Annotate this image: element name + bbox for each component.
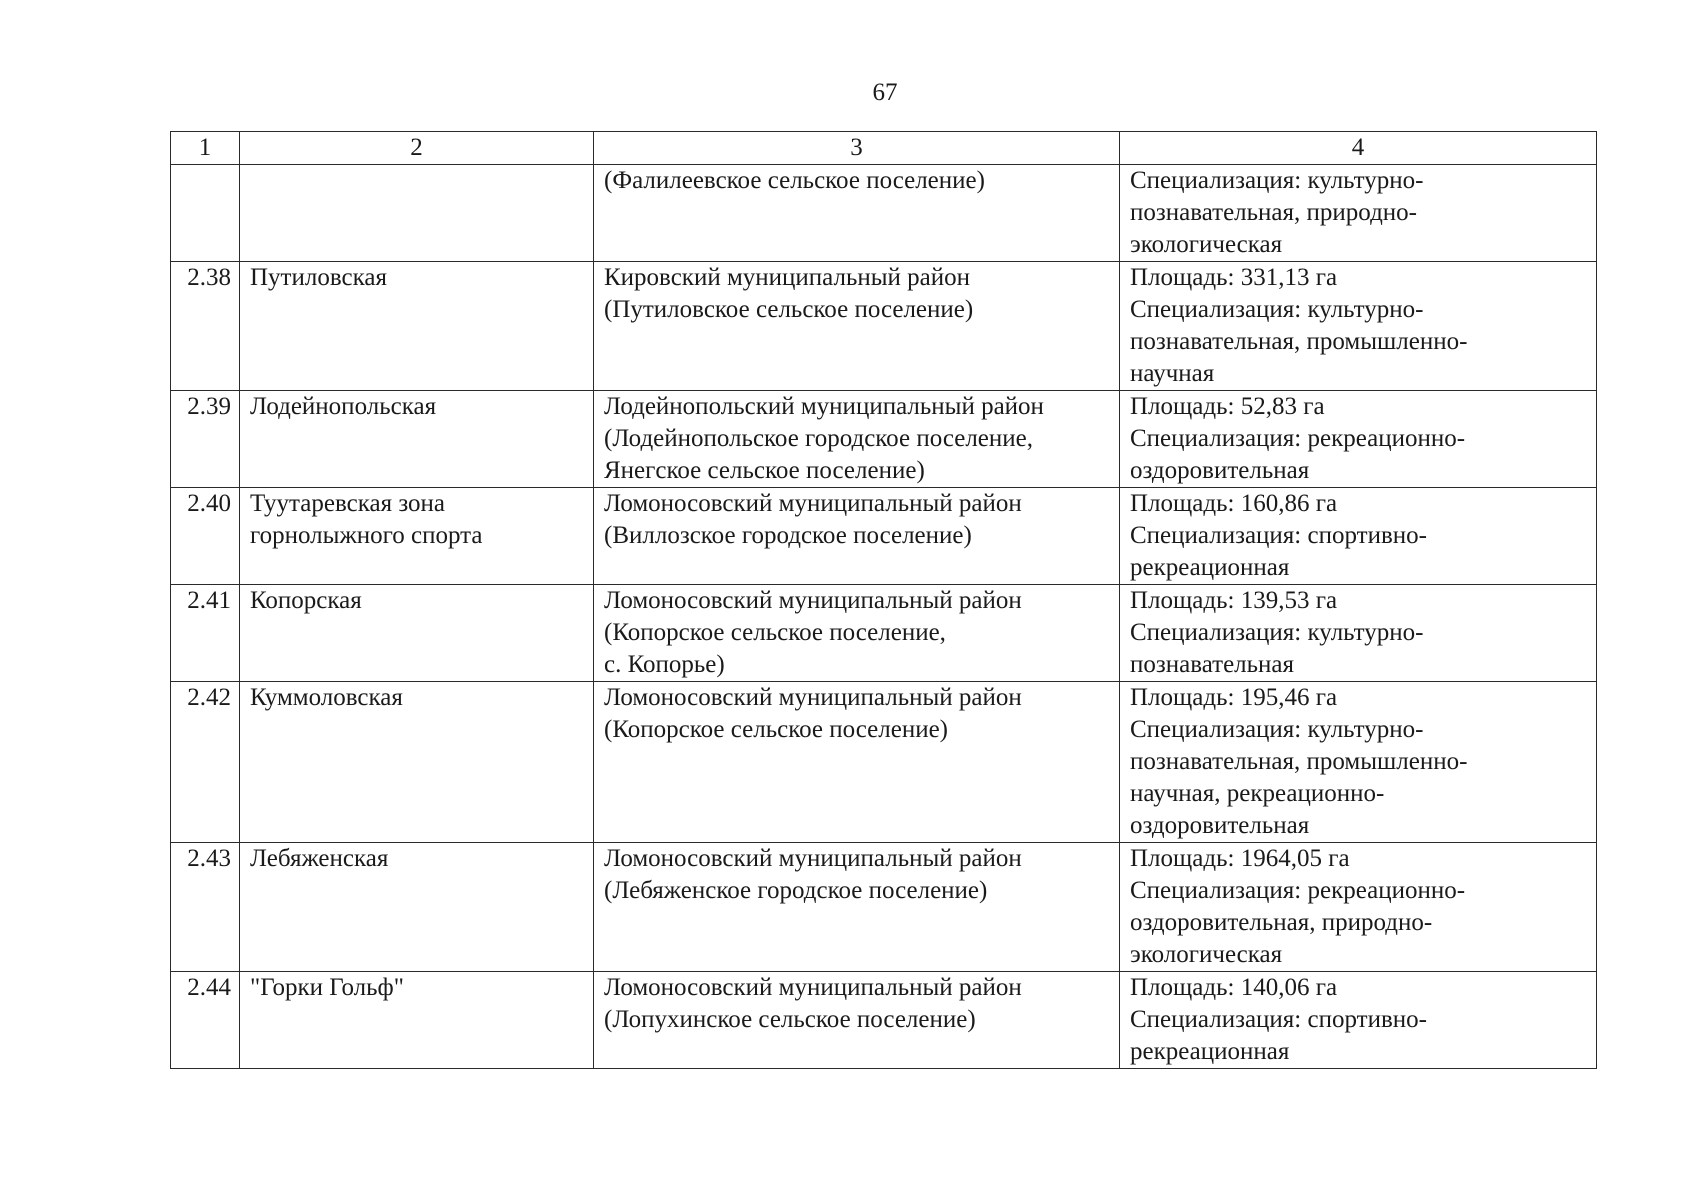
cell-line: рекреационная	[1130, 1038, 1290, 1065]
header-cell-4: 4	[1120, 132, 1597, 165]
zone-name-cell	[240, 488, 594, 585]
header-cell-3: 3	[594, 132, 1120, 165]
cell-line: Специализация: рекреационно-	[1130, 425, 1466, 452]
details-cell	[1120, 585, 1597, 682]
zone-name-cell	[240, 682, 594, 843]
zone-name-cell	[240, 391, 594, 488]
row-number-cell: 2.38	[171, 262, 240, 391]
cell-line: экологическая	[1130, 231, 1283, 258]
cell-line: (Виллозское городское поселение)	[604, 522, 972, 549]
cell-line: Специализация: культурно-	[1130, 296, 1424, 323]
cell-line: Площадь: 140,06 га	[1130, 974, 1338, 1001]
cell-line: Лодейнопольский муниципальный район	[604, 393, 1044, 420]
location-cell	[594, 585, 1120, 682]
details-cell	[1120, 262, 1597, 391]
cell-line: Ломоносовский муниципальный район	[604, 684, 1022, 711]
cell-line: познавательная	[1130, 651, 1295, 678]
cell-line: Лебяженская	[250, 845, 389, 872]
row-number-cell: 2.40	[171, 488, 240, 585]
cell-line: (Лебяженское городское поселение)	[604, 877, 988, 904]
cell-line: Ломоносовский муниципальный район	[604, 974, 1022, 1001]
cell-line: научная	[1130, 360, 1215, 387]
cell-line: Специализация: спортивно-	[1130, 1006, 1427, 1033]
details-cell	[1120, 972, 1597, 1069]
cell-line: Площадь: 139,53 га	[1130, 587, 1338, 614]
cell-line: (Лодейнопольское городское поселение,	[604, 425, 1033, 452]
cell-line: "Горки Гольф"	[250, 974, 404, 1001]
cell-line: с. Копорье)	[604, 651, 725, 678]
cell-line: Площадь: 331,13 га	[1130, 264, 1338, 291]
cell-line: (Копорское сельское поселение)	[604, 716, 949, 743]
row-number-cell: 2.44	[171, 972, 240, 1069]
cell-line: оздоровительная, природно-	[1130, 909, 1433, 936]
cell-line: Туутаревская зона	[250, 490, 446, 517]
cell-line: рекреационная	[1130, 554, 1290, 581]
details-cell	[1120, 488, 1597, 585]
row-number-cell: 2.43	[171, 843, 240, 972]
cell-line: экологическая	[1130, 941, 1283, 968]
table-row	[171, 585, 1597, 682]
cell-line: (Путиловское сельское поселение)	[604, 296, 974, 323]
cell-line: познавательная, промышленно-	[1130, 748, 1468, 775]
location-cell	[594, 488, 1120, 585]
zone-name-cell	[240, 262, 594, 391]
cell-line: (Лопухинское сельское поселение)	[604, 1006, 976, 1033]
cell-line: Лодейнопольская	[250, 393, 437, 420]
cell-line: Ломоносовский муниципальный район	[604, 490, 1022, 517]
zone-name-cell	[240, 972, 594, 1069]
cell-line: Площадь: 195,46 га	[1130, 684, 1338, 711]
header-cell-1: 1	[171, 132, 240, 165]
cell-line: познавательная, природно-	[1130, 199, 1417, 226]
cell-line: Площадь: 52,83 га	[1130, 393, 1325, 420]
table-row	[171, 488, 1597, 585]
cell-line: познавательная, промышленно-	[1130, 328, 1468, 355]
cell-line: Путиловская	[250, 264, 387, 291]
details-cell	[1120, 682, 1597, 843]
table-row	[171, 843, 1597, 972]
location-cell	[594, 972, 1120, 1069]
table-row	[171, 165, 1597, 262]
cell-line: горнолыжного спорта	[250, 522, 483, 549]
location-cell	[594, 843, 1120, 972]
cell-line: Ломоносовский муниципальный район	[604, 587, 1022, 614]
cell-line: Специализация: культурно-	[1130, 716, 1424, 743]
row-number-cell: 2.42	[171, 682, 240, 843]
zone-name-cell	[240, 843, 594, 972]
location-cell	[594, 391, 1120, 488]
cell-line: научная, рекреационно-	[1130, 780, 1385, 807]
cell-line: Ломоносовский муниципальный район	[604, 845, 1022, 872]
cell-line: Специализация: культурно-	[1130, 619, 1424, 646]
cell-line: Копорская	[250, 587, 362, 614]
details-cell	[1120, 391, 1597, 488]
zone-name-cell	[240, 585, 594, 682]
cell-line: Специализация: рекреационно-	[1130, 877, 1466, 904]
header-row	[171, 132, 1597, 165]
table-row	[171, 682, 1597, 843]
table-row	[171, 972, 1597, 1069]
cell-line: Площадь: 1964,05 га	[1130, 845, 1350, 872]
row-number-cell: 2.39	[171, 391, 240, 488]
table-row	[171, 391, 1597, 488]
location-cell	[594, 262, 1120, 391]
cell-line: оздоровительная	[1130, 457, 1310, 484]
details-cell	[1120, 165, 1597, 262]
table-body	[171, 165, 1597, 1069]
table-row	[171, 262, 1597, 391]
cell-line: Янегское сельское поселение)	[604, 457, 925, 484]
cell-line: (Копорское сельское поселение,	[604, 619, 946, 646]
cell-line: оздоровительная	[1130, 812, 1310, 839]
cell-line: Специализация: спортивно-	[1130, 522, 1427, 549]
cell-line: Кировский муниципальный район	[604, 264, 971, 291]
row-number-cell: 2.41	[171, 585, 240, 682]
row-number-cell	[171, 165, 240, 262]
cell-line: (Фалилеевское сельское поселение)	[604, 167, 985, 194]
cell-line: Площадь: 160,86 га	[1130, 490, 1338, 517]
cell-line: Специализация: культурно-	[1130, 167, 1424, 194]
cell-line: Куммоловская	[250, 684, 403, 711]
data-table	[170, 131, 1597, 1069]
header-cell-2: 2	[240, 132, 594, 165]
location-cell	[594, 682, 1120, 843]
location-cell	[594, 165, 1120, 262]
zone-name-cell	[240, 165, 594, 262]
details-cell	[1120, 843, 1597, 972]
page-number: 67	[872, 79, 898, 106]
